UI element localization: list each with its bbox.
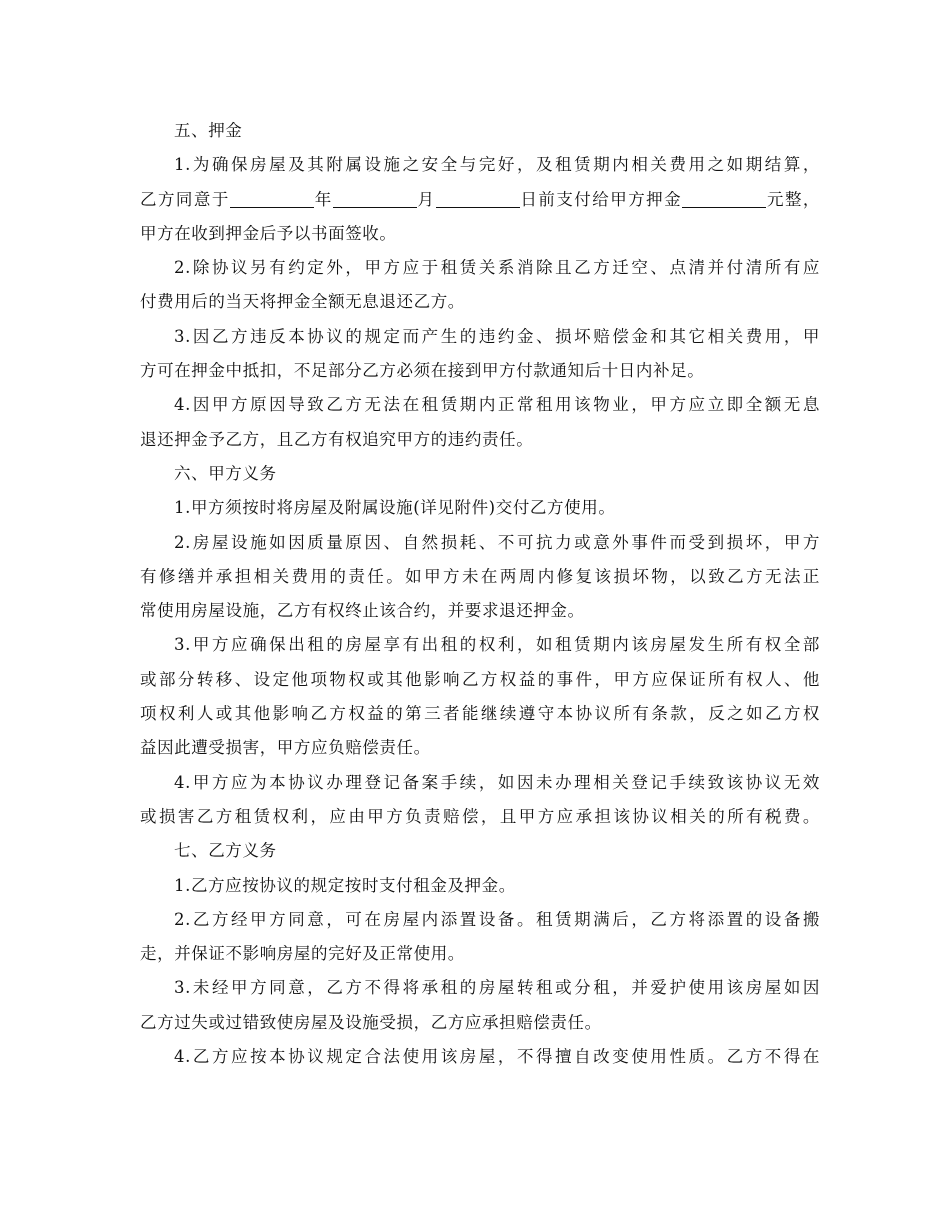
paragraph-line: 付费用后的当天将押金全额无息退还乙方。 <box>140 292 465 312</box>
paragraph-line: 退还押金予乙方，且乙方有权追究甲方的违约责任。 <box>140 429 534 449</box>
paragraph-line: 1.为确保房屋及其附属设施之安全与完好，及租赁期内相关费用之如期结算， <box>174 155 820 175</box>
paragraph-line: 方可在押金中抵扣，不足部分乙方必须在接到甲方付款通知后十日内补足。 <box>140 361 705 381</box>
amount-suffix: 元整， <box>766 189 821 209</box>
paragraph-line: 2.房屋设施如因质量原因、自然损耗、不可抗力或意外事件而受到损坏，甲方 <box>174 532 820 552</box>
section-heading: 七、乙方义务 <box>174 841 277 861</box>
year-label: 年 <box>313 189 333 209</box>
amount-blank <box>682 189 766 208</box>
deposit-prefix: 乙方同意于 <box>140 189 230 209</box>
paragraph-line: 有修缮并承担相关费用的责任。如甲方未在两周内修复该损坏物，以致乙方无法正 <box>140 566 820 586</box>
day-label: 日前支付给甲方押金 <box>519 189 683 209</box>
paragraph-line: 3.因乙方违反本协议的规定而产生的违约金、损坏赔偿金和其它相关费用，甲 <box>174 326 820 346</box>
paragraph-line: 4.甲方应为本协议办理登记备案手续，如因未办理相关登记手续致该协议无效 <box>174 772 820 792</box>
paragraph-line: 项权利人或其他影响乙方权益的第三者能继续遵守本协议所有条款，反之如乙方权 <box>140 704 820 724</box>
paragraph-line: 3.未经甲方同意，乙方不得将承租的房屋转租或分租，并爱护使用该房屋如因 <box>174 978 820 998</box>
paragraph-line: 走，并保证不影响房屋的完好及正常使用。 <box>140 944 465 964</box>
month-label: 月 <box>416 189 436 209</box>
year-blank <box>230 189 314 208</box>
section-heading: 六、甲方义务 <box>174 463 277 483</box>
paragraph-line: 2.乙方经甲方同意，可在房屋内添置设备。租赁期满后，乙方将添置的设备搬 <box>174 909 820 929</box>
paragraph-line: 或损害乙方租赁权利，应由甲方负责赔偿，且甲方应承担该协议相关的所有税费。 <box>140 806 820 826</box>
paragraph-line: 1.乙方应按协议的规定按时支付租金及押金。 <box>174 875 516 895</box>
paragraph-line: 益因此遭受损害，甲方应负赔偿责任。 <box>140 738 431 758</box>
paragraph-line: 乙方过失或过错致使房屋及设施受损，乙方应承担赔偿责任。 <box>140 1012 602 1032</box>
month-blank <box>333 189 417 208</box>
paragraph-line: 3.甲方应确保出租的房屋享有出租的权利，如租赁期内该房屋发生所有权全部 <box>174 635 820 655</box>
document-page <box>140 114 820 1074</box>
paragraph-line: 1.甲方须按时将房屋及附属设施(详见附件)交付乙方使用。 <box>174 498 616 518</box>
deposit-fill-line <box>140 183 820 217</box>
paragraph-line: 或部分转移、设定他项物权或其他影响乙方权益的事件，甲方应保证所有权人、他 <box>140 669 820 689</box>
paragraph-line: 4.乙方应按本协议规定合法使用该房屋，不得擅自改变使用性质。乙方不得在 <box>174 1047 820 1067</box>
paragraph-line: 2.除协议另有约定外，甲方应于租赁关系消除且乙方迁空、点清并付清所有应 <box>174 258 820 278</box>
paragraph-line: 4.因甲方原因导致乙方无法在租赁期内正常租用该物业，甲方应立即全额无息 <box>174 395 820 415</box>
section-heading: 五、押金 <box>174 121 243 140</box>
paragraph-line: 甲方在收到押金后予以书面签收。 <box>140 223 397 243</box>
day-blank <box>436 189 520 208</box>
paragraph-line: 常使用房屋设施，乙方有权终止该合约，并要求退还押金。 <box>140 601 585 621</box>
